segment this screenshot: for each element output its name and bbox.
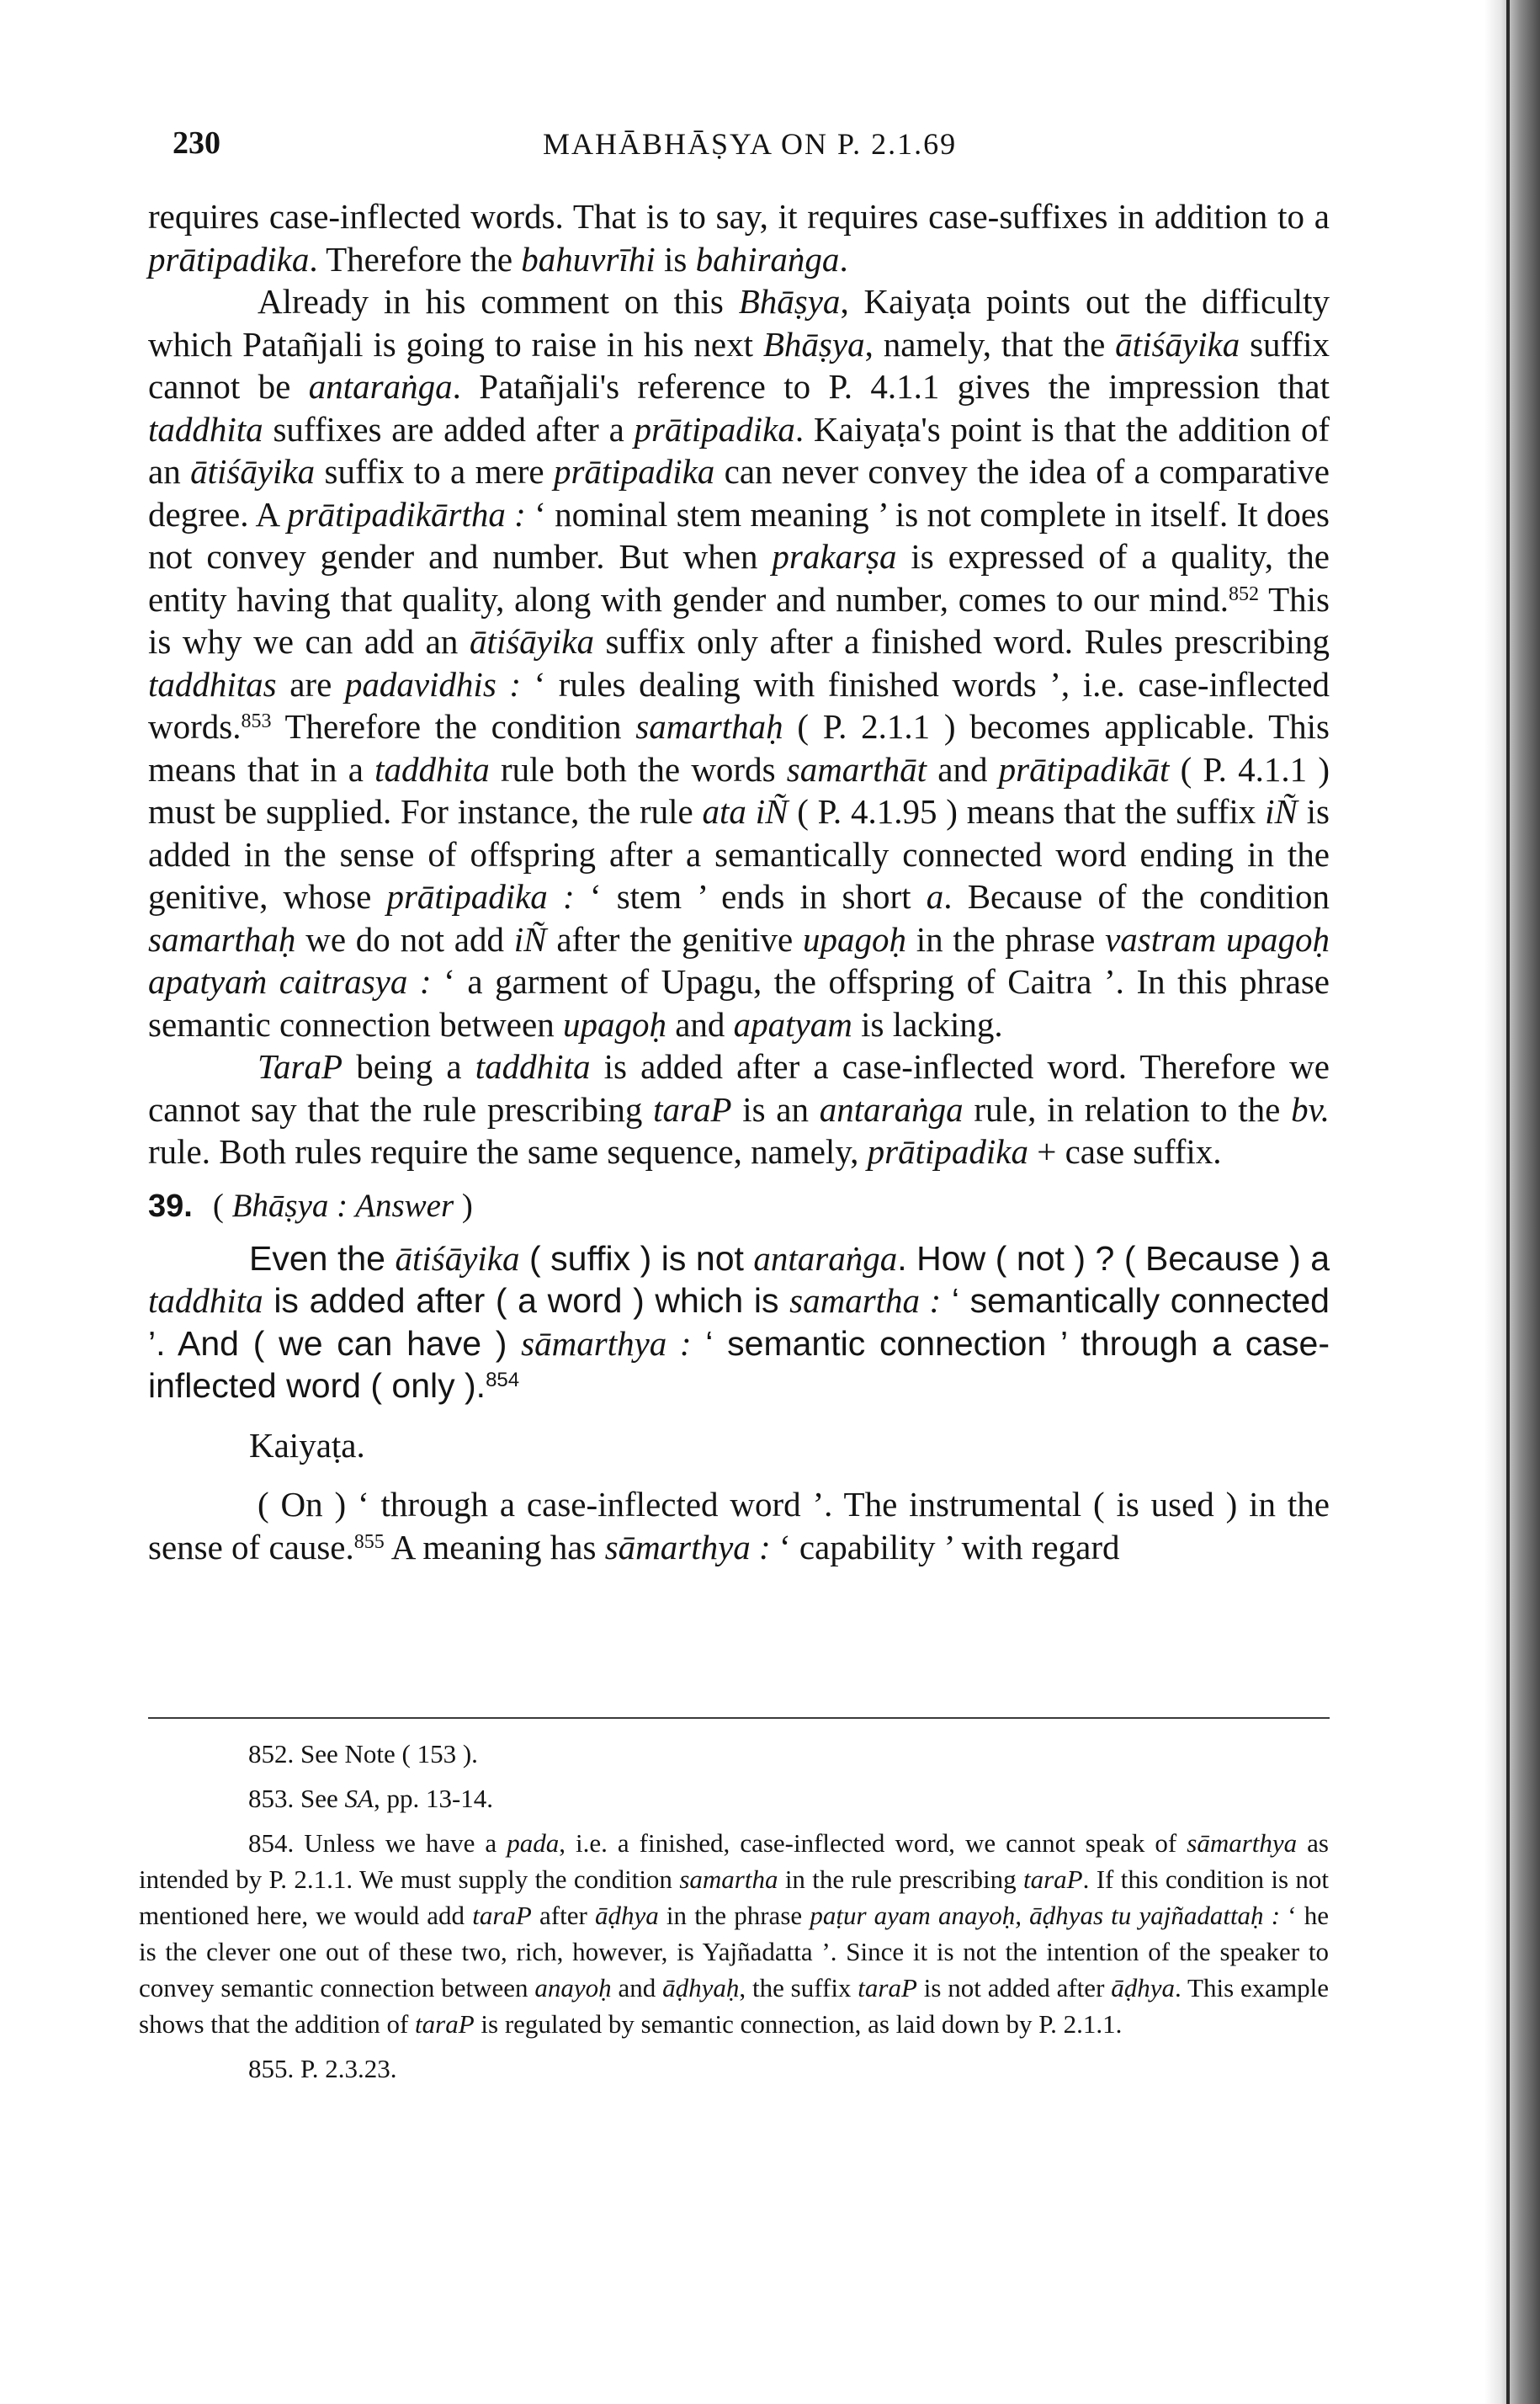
term: SA: [344, 1784, 374, 1813]
term: prātipadika: [553, 452, 715, 491]
text-span: 854. Unless we have a: [248, 1828, 507, 1858]
text-span: , namely, that the: [864, 324, 1116, 364]
text-span: ( On ) ‘ through a case-inflected word ’. The instrumental ( is used ) in the sense of cause.: [148, 1485, 1330, 1566]
paragraph-3: [148, 1045, 1330, 1173]
text-span: ‘ a garment of Upagu, the offspring of Caitra ’. In this phrase semantic connection between: [148, 962, 1330, 1044]
text-span: . This example shows that the addition of: [139, 1973, 1330, 2039]
term: āḍhyaḥ: [662, 1973, 740, 2002]
text-span: in the rule prescribing: [778, 1864, 1023, 1894]
term: ātiśāyika: [1115, 324, 1240, 364]
text-span: .: [839, 239, 848, 279]
text-span: are: [276, 664, 345, 704]
term: bahuvrīhi: [521, 239, 656, 279]
text-span: . How ( not ) ? ( Because ) a: [897, 1238, 1330, 1278]
main-text: [148, 195, 1330, 1568]
term: samartha: [679, 1864, 778, 1894]
term: iÑ: [513, 919, 547, 959]
text-span: ‘ stem ’ ends in short: [574, 877, 927, 916]
text-span: rule, in relation to the: [963, 1089, 1292, 1129]
text-span: (: [212, 1187, 232, 1224]
term: prakarṣa: [772, 537, 897, 576]
term: ata iÑ: [702, 792, 789, 831]
paragraph-2: [148, 280, 1330, 1045]
footnote-853: [139, 1780, 1329, 1816]
term: a: [926, 877, 944, 916]
term: bv.: [1291, 1089, 1330, 1129]
text-span: , the suffix: [739, 1973, 858, 2002]
paragraph-4: [148, 1483, 1330, 1568]
term: taraP: [415, 2009, 475, 2039]
term: taddhitas: [148, 664, 277, 704]
text-span: suffix cannot be: [148, 324, 1330, 406]
term: taraP: [858, 1973, 917, 2002]
term: Bhāṣya: [762, 324, 865, 364]
text-span: is expressed of a quality, the entity having that quality, along with gender and number, comes to our mind.: [148, 537, 1330, 619]
text-span: is added after ( a word ) which is: [263, 1281, 790, 1320]
text-span: is added after a case-inflected word. Therefore we cannot say that the rule prescribing: [148, 1047, 1330, 1129]
running-head: [0, 125, 1540, 175]
text-span: ‘ semantically connected ’. And ( we can have ): [148, 1281, 1330, 1363]
text-span: . Patañjali's reference to P. 4.1.1 gives the impression that: [452, 367, 1330, 406]
term: taraP: [472, 1901, 532, 1930]
text-span: is added in the sense of offspring after a semantically connected word ending in the genitive, whose: [148, 792, 1330, 916]
text-span: , i.e. a finished, case-inflected word, we cannot speak of: [559, 1828, 1187, 1858]
term: taraP: [653, 1089, 732, 1129]
term: samarthāt: [786, 749, 927, 789]
term: antaraṅga: [819, 1089, 964, 1129]
text-span: This is why we can add an: [148, 579, 1330, 661]
text-span: A meaning has: [384, 1527, 605, 1566]
text-span: requires case-inflected words. That is to say, it requires case-suffixes in addition to a: [148, 197, 1330, 236]
footnote-rule: [148, 1717, 1330, 1719]
text-span: suffix only after a finished word. Rules prescribing: [593, 622, 1330, 661]
term: anayoḥ: [534, 1973, 612, 2002]
text-span: is an: [731, 1089, 820, 1129]
text-span: as intended by P. 2.1.1. We must supply the condition: [139, 1828, 1329, 1894]
term: sāmarthya :: [604, 1527, 771, 1566]
term: sāmarthya :: [521, 1323, 692, 1363]
text-span: in the phrase: [658, 1901, 810, 1930]
term: TaraP: [258, 1047, 343, 1086]
text-span: ( suffix ) is not: [519, 1238, 754, 1278]
term: āḍhya: [594, 1901, 659, 1930]
footnote-855: 855. P. 2.3.23.: [248, 2054, 397, 2083]
text-span: ): [454, 1187, 473, 1224]
text-span: rule both the words: [489, 749, 787, 789]
text-span: we do not add: [295, 919, 514, 959]
term: taddhita: [374, 749, 490, 789]
text-span: suffix to a mere: [315, 452, 554, 491]
text-span: ‘ semantic connection ’ through a case-inflected word ( only ).: [148, 1323, 1330, 1405]
term: iÑ: [1265, 792, 1298, 831]
term: antaraṅga: [753, 1238, 898, 1278]
text-span: suffixes are added after a: [263, 409, 635, 449]
text-span: in the phrase: [905, 919, 1106, 959]
term: ātiśāyika: [395, 1238, 520, 1278]
footnote-854: [139, 1825, 1329, 2042]
term: prātipadikāt: [998, 749, 1170, 789]
term: bahiraṅga: [695, 239, 840, 279]
text-span: . Because of the condition: [943, 877, 1330, 916]
text-span: , pp. 13-14.: [373, 1784, 494, 1813]
text-span: is lacking.: [852, 1004, 1003, 1044]
term: taddhita: [475, 1047, 591, 1086]
footnote-ref: 853: [241, 710, 272, 732]
text-span: ‘ nominal stem meaning ’ is not complete in itself. It does not convey gender and number. But when: [148, 494, 1330, 576]
text-span: ( P. 4.1.1 ) must be supplied. For instance, the rule: [148, 749, 1330, 831]
text-span: ‘ capability ’ with regard: [770, 1527, 1120, 1566]
text-span: rule. Both rules require the same sequence, namely,: [148, 1132, 868, 1171]
term: ātiśāyika: [190, 452, 316, 491]
footnote-ref: 852: [1229, 582, 1260, 605]
text-span: 853. See: [248, 1784, 345, 1813]
page-gutter-shadow: [1484, 0, 1540, 2404]
term: prātipadika: [634, 409, 795, 449]
bhasya-translation: [148, 1237, 1330, 1407]
text-span: and: [927, 749, 999, 789]
text-span: is regulated by semantic connection, as laid down by P. 2.1.1.: [474, 2009, 1123, 2039]
text-span: after the genitive: [546, 919, 803, 959]
term: samarthaḥ: [635, 707, 783, 746]
text-span: . Kaiyaṭa's point is that the addition of an: [148, 409, 1330, 491]
text-span: , Kaiyaṭa points out the difficulty which Patañjali is going to raise in his next: [148, 282, 1330, 364]
text-span: . Therefore the: [309, 239, 522, 279]
section-heading: [148, 1185, 1330, 1227]
term: āḍhya: [1111, 1973, 1176, 2002]
term: sāmarthya: [1187, 1828, 1298, 1858]
term: antaraṅga: [308, 367, 453, 406]
text-span: ‘ he is the clever one out of these two, rich, however, is Yajñadatta ’. Since it is not the intention of the speaker to convey semantic connection between: [139, 1901, 1329, 2002]
term: upagoḥ: [562, 1004, 666, 1044]
term: samartha :: [789, 1281, 942, 1320]
term: upagoḥ: [802, 919, 906, 959]
term: ātiśāyika: [469, 622, 594, 661]
text-span: Therefore the condition: [271, 707, 636, 746]
term: vastram upagoḥ apatyaṁ caitrasya :: [148, 919, 1330, 1001]
term: samarthaḥ: [148, 919, 296, 959]
term: prātipadika: [867, 1132, 1028, 1171]
text-span: is not added after: [916, 1973, 1112, 2002]
text-span: ( P. 2.1.1 ) becomes applicable. This means that in a: [148, 707, 1330, 789]
footnotes: [139, 1736, 1329, 2095]
text-span: Even the: [249, 1238, 396, 1278]
text-span: and: [611, 1973, 663, 2002]
text-span: and: [666, 1004, 734, 1044]
term: prātipadika :: [386, 877, 575, 916]
section-label: Bhāṣya : Answer: [231, 1187, 454, 1224]
term: padavidhis :: [344, 664, 522, 704]
paragraph-1: [148, 195, 1330, 280]
term: prātipadikārtha :: [287, 494, 526, 534]
text-span: after: [531, 1901, 595, 1930]
term: taraP: [1022, 1864, 1083, 1894]
footnote-852: 852. See Note ( 153 ).: [248, 1739, 478, 1768]
text-span: can never convey the idea of a comparative degree. A: [148, 452, 1330, 534]
term: prātipadika: [148, 239, 310, 279]
term: Bhāṣya: [738, 282, 841, 321]
term: taddhita: [148, 409, 263, 449]
text-span: + case suffix.: [1028, 1132, 1222, 1171]
page-number: 230: [173, 125, 220, 161]
page-binding-edge: [1506, 0, 1510, 2404]
text-span: Already in his comment on this: [258, 282, 739, 321]
term: taddhita: [148, 1281, 263, 1320]
header-title: MAHĀBHĀṢYA ON P. 2.1.69: [543, 127, 958, 161]
footnote-ref: 854: [486, 1368, 520, 1391]
text-span: ‘ rules dealing with finished words ’, i.e. case-inflected words.: [148, 664, 1330, 746]
footnote-ref: 855: [353, 1530, 385, 1553]
term: pada: [507, 1828, 560, 1858]
text-span: being a: [343, 1047, 475, 1086]
text-span: . If this condition is not mentioned here, we would add: [139, 1864, 1330, 1930]
term: apatyam: [733, 1004, 852, 1044]
section-number: 39.: [148, 1188, 193, 1224]
kaiyata-heading: Kaiyaṭa.: [249, 1425, 365, 1465]
text-span: ( P. 4.1.95 ) means that the suffix: [788, 792, 1266, 831]
term: paṭur ayam anayoḥ, āḍhyas tu yajñadattaḥ :: [810, 1901, 1281, 1930]
text-span: is: [655, 239, 696, 279]
